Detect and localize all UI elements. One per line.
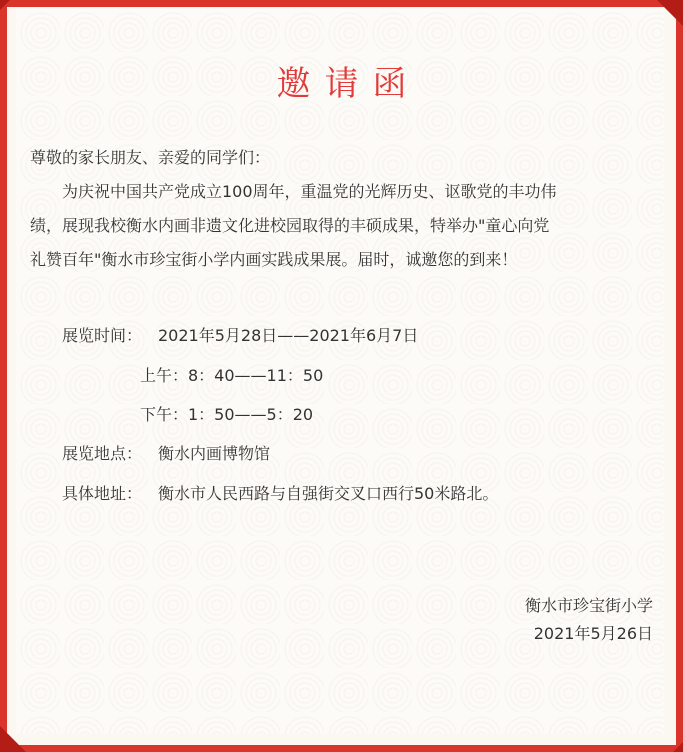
time-label: 展览时间：: [62, 326, 143, 345]
morning-hours: 上午：8：40——11：50: [140, 366, 324, 385]
signature-org: 衡水市珍宝街小学: [524, 596, 653, 615]
corner-ornament-bottom-left: [0, 726, 26, 752]
body-line-3: 礼赞百年"衡水市珍宝街小学内画实践成果展。届时，诚邀您的到来！: [30, 250, 518, 269]
corner-ornament-top-right: [657, 0, 683, 26]
place-label: 展览地点：: [62, 444, 143, 463]
signature-date: 2021年5月26日: [533, 624, 653, 643]
corner-ornament-top-left: [0, 0, 10, 10]
invitation-title: 邀请函: [276, 64, 421, 104]
body-line-2: 绩，展现我校衡水内画非遗文化进校园取得的丰硕成果，特举办"童心向党: [30, 216, 550, 235]
corner-ornament-bottom-right: [673, 742, 683, 752]
body-line-1: 为庆祝中国共产党成立100周年，重温党的光辉历史、讴歌党的丰功伟: [62, 182, 557, 201]
afternoon-hours: 下午：1：50——5：20: [140, 405, 314, 424]
address-value: 衡水市人民西路与自强街交叉口西行50米路北。: [158, 484, 499, 503]
time-value: 2021年5月28日——2021年6月7日: [158, 326, 419, 345]
place-value: 衡水内画博物馆: [158, 444, 271, 463]
greeting: 尊敬的家长朋友、亲爱的同学们：: [30, 148, 271, 167]
address-label: 具体地址：: [62, 484, 143, 503]
